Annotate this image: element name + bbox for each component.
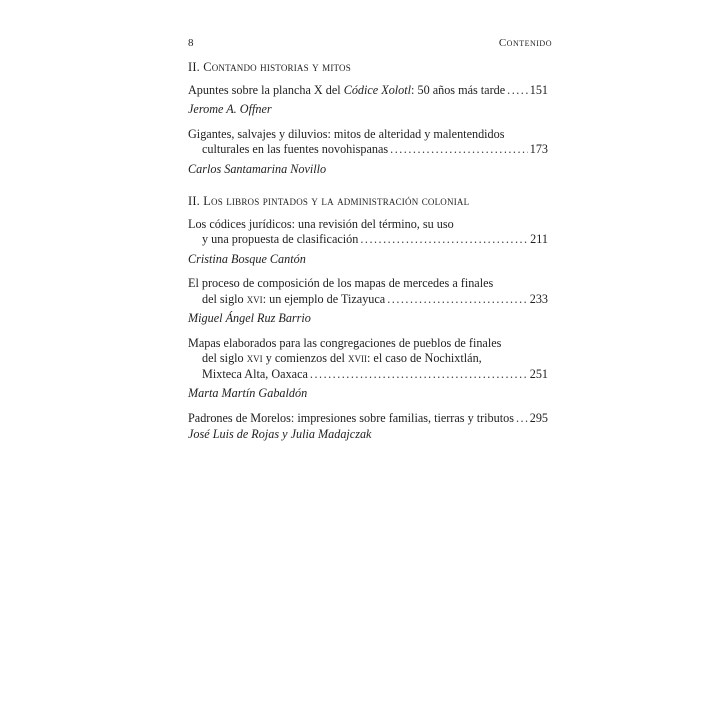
entry-title: El proceso de composición de los mapas de mercedes a finales — [188, 276, 494, 290]
entry-title: Mapas elaborados para las congregaciones de pueblos de finales — [188, 335, 502, 350]
leader-dots — [507, 83, 528, 99]
entry-title: Los códices jurídicos: una revisión del término, su uso — [188, 216, 454, 231]
entry-title: Gigantes, salvajes y diluvios: mitos de alteridad y malentendidos — [188, 126, 505, 141]
toc-entry — [188, 217, 548, 268]
entry-title-italic: Códice Xolotl — [343, 82, 412, 97]
toc-entry — [188, 336, 548, 402]
entry-title-line — [188, 232, 548, 248]
leader-dots — [387, 292, 528, 308]
entry-page-number: 173 — [529, 142, 548, 156]
entry-title-line — [188, 292, 548, 308]
entry-title-text: : un ejemplo de Tizayuca — [262, 291, 386, 306]
entry-title-continued — [202, 292, 385, 308]
toc-entry — [188, 276, 548, 327]
entry-title-text: y comienzos del — [262, 351, 348, 365]
toc-entry — [188, 83, 548, 118]
entry-title-text: : el caso de Nochixtlán, — [366, 351, 482, 365]
century-numeral: xvi — [246, 291, 263, 306]
entry-title-line — [188, 411, 548, 427]
century-numeral: xvi — [246, 351, 263, 365]
entry-author: Cristina Bosque Cantón — [188, 251, 306, 266]
entry-page-number: 151 — [529, 82, 548, 97]
entry-title-continued — [188, 351, 548, 367]
toc-entry — [188, 411, 548, 443]
entry-title-text: Apuntes sobre la plancha X del — [188, 82, 344, 97]
entry-title-continued: y una propuesta de clasificación — [202, 232, 359, 246]
leader-dots — [516, 411, 528, 427]
century-numeral: xvii — [347, 351, 367, 365]
table-of-contents — [188, 60, 548, 443]
entry-author: Carlos Santamarina Novillo — [188, 161, 327, 176]
entry-page-number: 211 — [530, 232, 548, 246]
entry-title: Padrones de Morelos: impresiones sobre familias, tierras y tributos — [188, 410, 514, 425]
entry-title-line — [188, 367, 548, 383]
entry-title-line — [188, 142, 548, 158]
section-heading: II. Contando historias y mitos — [188, 60, 351, 74]
page-number: 8 — [188, 37, 194, 49]
entry-page-number: 251 — [529, 366, 548, 381]
entry-page-number: 295 — [529, 410, 548, 425]
entry-title-text: del siglo — [202, 351, 247, 365]
entry-title-continued: culturales en las fuentes novohispanas — [202, 142, 389, 156]
entry-author: José Luis de Rojas y Julia Madajczak — [188, 427, 372, 441]
leader-dots — [360, 232, 528, 248]
entry-title — [188, 83, 505, 99]
entry-author: Jerome A. Offner — [188, 102, 272, 116]
entry-author: Marta Martín Gabaldón — [188, 386, 308, 400]
toc-entry — [188, 127, 548, 178]
running-title: Contenido — [498, 37, 552, 49]
section-heading: II. Los libros pintados y la administración colonial — [188, 194, 470, 208]
entry-title-line — [188, 83, 548, 99]
entry-title-continued: Mixteca Alta, Oaxaca — [202, 366, 308, 381]
leader-dots — [390, 142, 528, 158]
entry-title-text: : 50 años más tarde — [411, 82, 506, 97]
leader-dots — [310, 367, 528, 383]
entry-title-text: del siglo — [202, 291, 247, 306]
entry-page-number: 233 — [529, 291, 548, 306]
entry-author: Miguel Ángel Ruz Barrio — [188, 311, 311, 325]
